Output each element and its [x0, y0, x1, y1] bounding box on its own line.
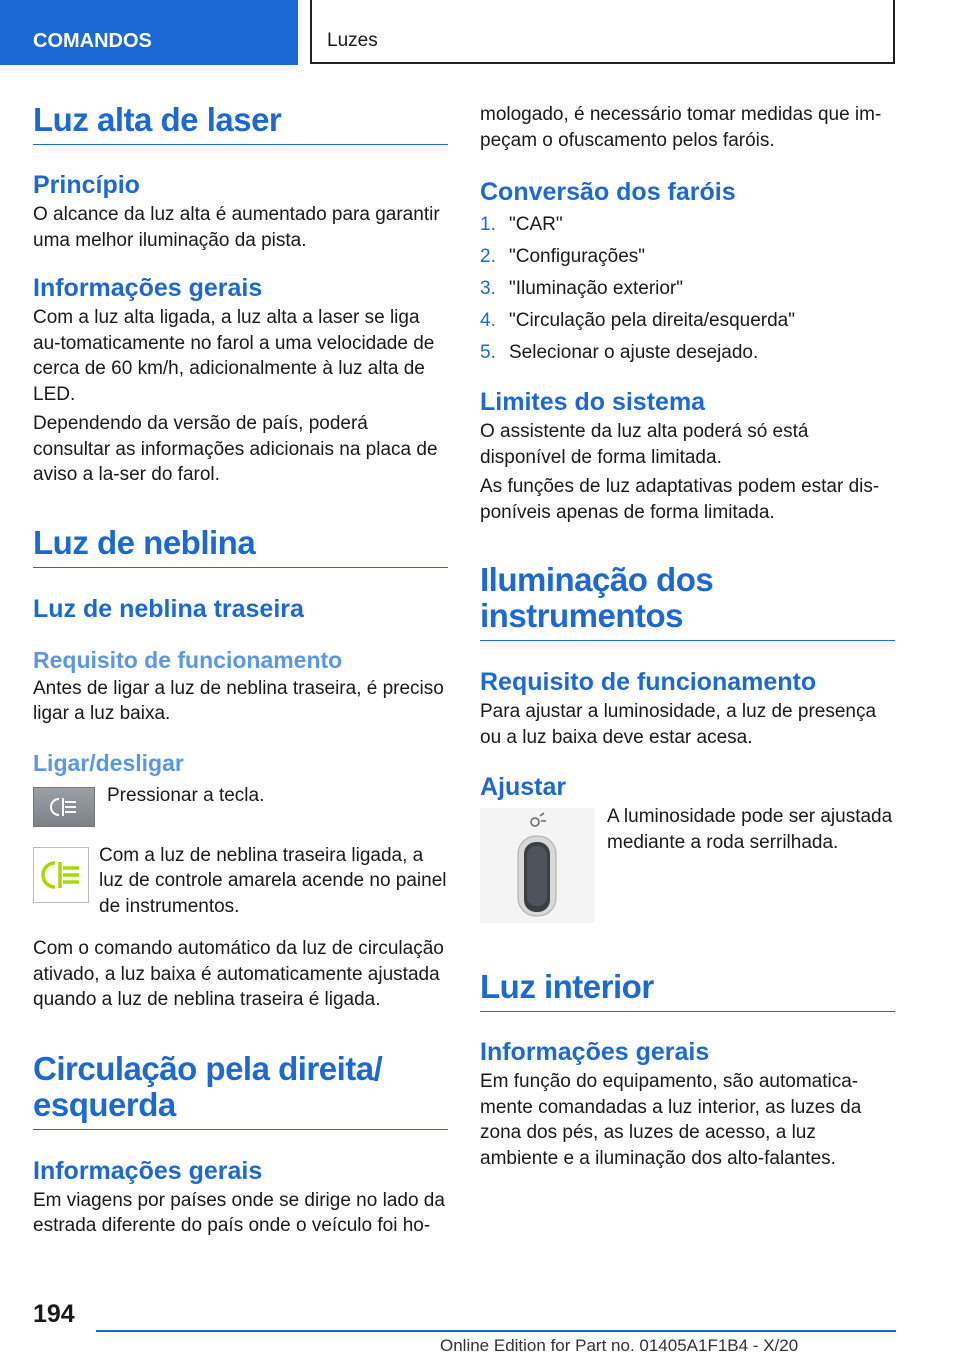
heading-requisito: Requisito de funcionamento [33, 646, 343, 673]
text-automatico: Com o comando automático da luz de circulação ativado, a luz baixa é automaticamente ajustada quando a luz de neblina traseira é ligada. [33, 938, 444, 1010]
text-info-2: Em viagens por países onde se dirige no lado da estrada diferente do país onde o veículo foi ho- [33, 1189, 445, 1236]
text-requisito-2: Para ajustar a luminosidade, a luz de presença ou a luz baixa deve estar acesa. [480, 701, 877, 748]
page-number: 194 [33, 1300, 75, 1328]
heading-iluminacao: Iluminação dos instrumentos [480, 562, 895, 641]
wheel-row [480, 808, 895, 923]
heading-info-gerais-3: Informações gerais [480, 1038, 710, 1066]
heading-ajustar: Ajustar [480, 773, 567, 801]
fog-indicator-image [33, 847, 89, 903]
heading-interior: Luz interior [480, 969, 895, 1012]
text-pressionar: Pressionar a tecla. [107, 784, 265, 806]
heading-info-gerais-2: Informações gerais [33, 1156, 263, 1185]
rear-fog-indicator-icon [39, 859, 83, 891]
text-info-b: Dependendo da versão de país, poderá consultar as informações adicionais na placa de aviso a la-ser do farol. [33, 413, 438, 485]
fog-light-key-image [33, 787, 95, 827]
heading-neblina: Luz de neblina [33, 525, 448, 568]
chapter-title: Luzes [310, 0, 895, 64]
section-tab: COMANDOS [0, 0, 298, 65]
edition-note: Online Edition for Part no. 01405A1F1B4 - X/20 [440, 1336, 799, 1355]
indicator-row [33, 844, 448, 920]
heading-requisito-2: Requisito de funcionamento [480, 668, 817, 696]
heading-info-gerais: Informações gerais [33, 274, 263, 302]
steps-list [480, 209, 895, 369]
text-indicador: Com a luz de neblina traseira ligada, a luz de controle amarela acende no painel de instrumentos. [99, 844, 447, 917]
heading-laser: Luz alta de laser [33, 102, 448, 145]
text-info-3: Em função do equipamento, são automatica-mente comandadas a luz interior, as luzes da zona dos pés, as luzes de acesso, a luz ambiente e a iluminação dos alto-falantes. [480, 1071, 862, 1169]
list-item: 3. "Iluminação exterior" [480, 278, 684, 299]
dimmer-wheel-icon [480, 808, 595, 923]
text-limites-2: As funções de luz adaptativas podem estar dis-poníveis apenas de forma limitada. [480, 476, 880, 523]
dimmer-wheel-image [480, 808, 595, 923]
text-requisito: Antes de ligar a luz de neblina traseira, é preciso ligar a luz baixa. [33, 677, 444, 724]
list-item: 4. "Circulação pela direita/esquerda" [480, 310, 795, 331]
heading-limites: Limites do sistema [480, 388, 706, 416]
heading-neblina-traseira: Luz de neblina traseira [33, 594, 304, 623]
list-item: 2. "Configurações" [480, 246, 646, 267]
heading-ligar: Ligar/desligar [33, 749, 184, 776]
text-continuation: mologado, é necessário tomar medidas que im-peçam o ofuscamento pelos faróis. [480, 104, 882, 151]
left-column [33, 102, 448, 1239]
text-info-a: Com a luz alta ligada, a luz alta a laser se liga au-tomaticamente no farol a uma velocidade de cerca de 60 km/h, adicionalmente à luz alta de LED. [33, 307, 435, 405]
heading-conversao: Conversão dos faróis [480, 178, 736, 206]
heading-principio: Princípio [33, 171, 140, 199]
text-limites-1: O assistente da luz alta poderá só está disponível de forma limitada. [480, 421, 809, 468]
text-ajustar: A luminosidade pode ser ajustada mediante a roda serrilhada. [607, 806, 893, 853]
right-column [480, 102, 895, 1171]
fog-key-row [33, 784, 448, 827]
rear-fog-icon [48, 796, 80, 818]
text-principio: O alcance da luz alta é aumentado para garantir uma melhor iluminação da pista. [33, 204, 440, 251]
footer-rule [96, 1330, 896, 1332]
heading-circulacao: Circulação pela direita/ esquerda [33, 1051, 448, 1130]
list-item: 5. Selecionar o ajuste desejado. [480, 342, 759, 363]
list-item: 1. "CAR" [480, 214, 563, 235]
